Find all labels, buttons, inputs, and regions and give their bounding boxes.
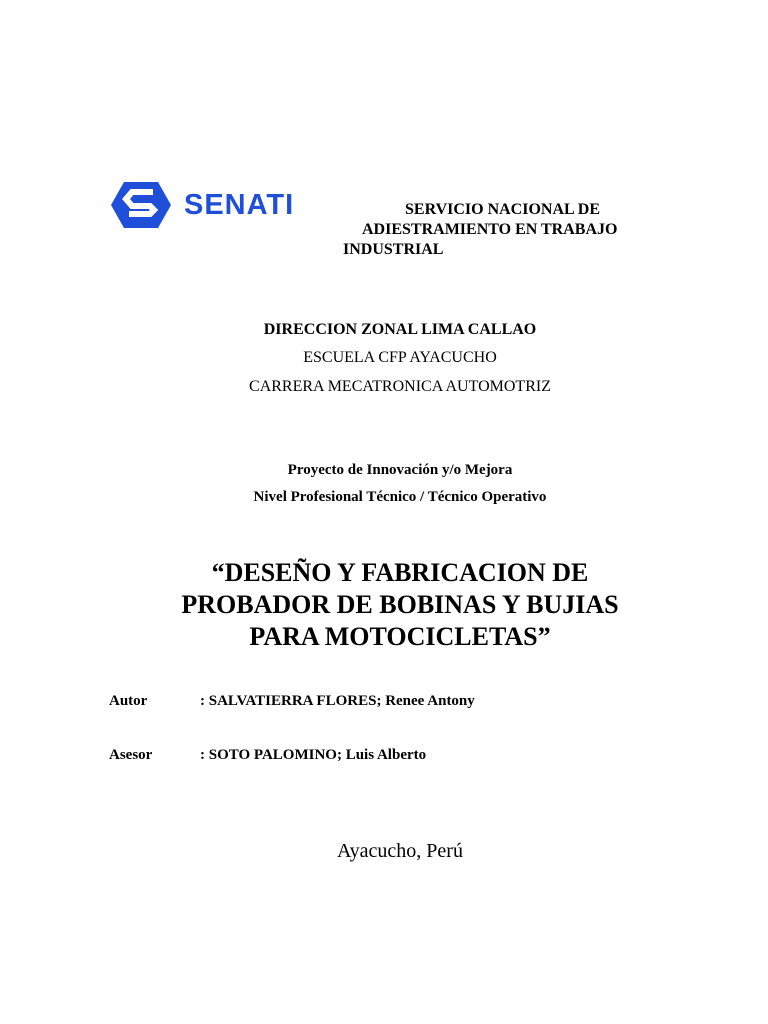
author-label: Autor [109,693,148,709]
title-line: “DESEÑO Y FABRICACION DE [211,558,589,587]
title-line: PROBADOR DE BOBINAS Y BUJIAS [181,590,619,619]
author-row [109,691,475,711]
advisor-label: Asesor [109,747,153,763]
zona-heading: DIRECCION ZONAL LIMA CALLAO [263,321,537,338]
institution-line: ADIESTRAMIENTO EN TRABAJO [362,221,618,238]
senati-logo [110,180,294,230]
institution-line: SERVICIO NACIONAL DE [405,201,601,218]
place-date: Ayacucho, Perú [337,840,463,862]
project-level: Nivel Profesional Técnico / Técnico Operativo [253,489,547,505]
logo-text: SENATI [184,188,295,221]
project-type: Proyecto de Innovación y/o Mejora [287,462,513,478]
document-title [0,557,768,653]
title-line: PARA MOTOCICLETAS” [249,622,551,651]
author-value: : SALVATIERRA FLORES; Renee Antony [200,693,475,709]
senati-emblem-icon [110,180,172,230]
institution-name [343,200,673,260]
advisor-value: : SOTO PALOMINO; Luis Alberto [200,747,427,763]
institution-line: INDUSTRIAL [343,241,444,258]
carrera-heading: CARRERA MECATRONICA AUTOMOTRIZ [249,378,551,395]
advisor-row [109,745,426,765]
escuela-heading: ESCUELA CFP AYACUCHO [303,349,497,366]
